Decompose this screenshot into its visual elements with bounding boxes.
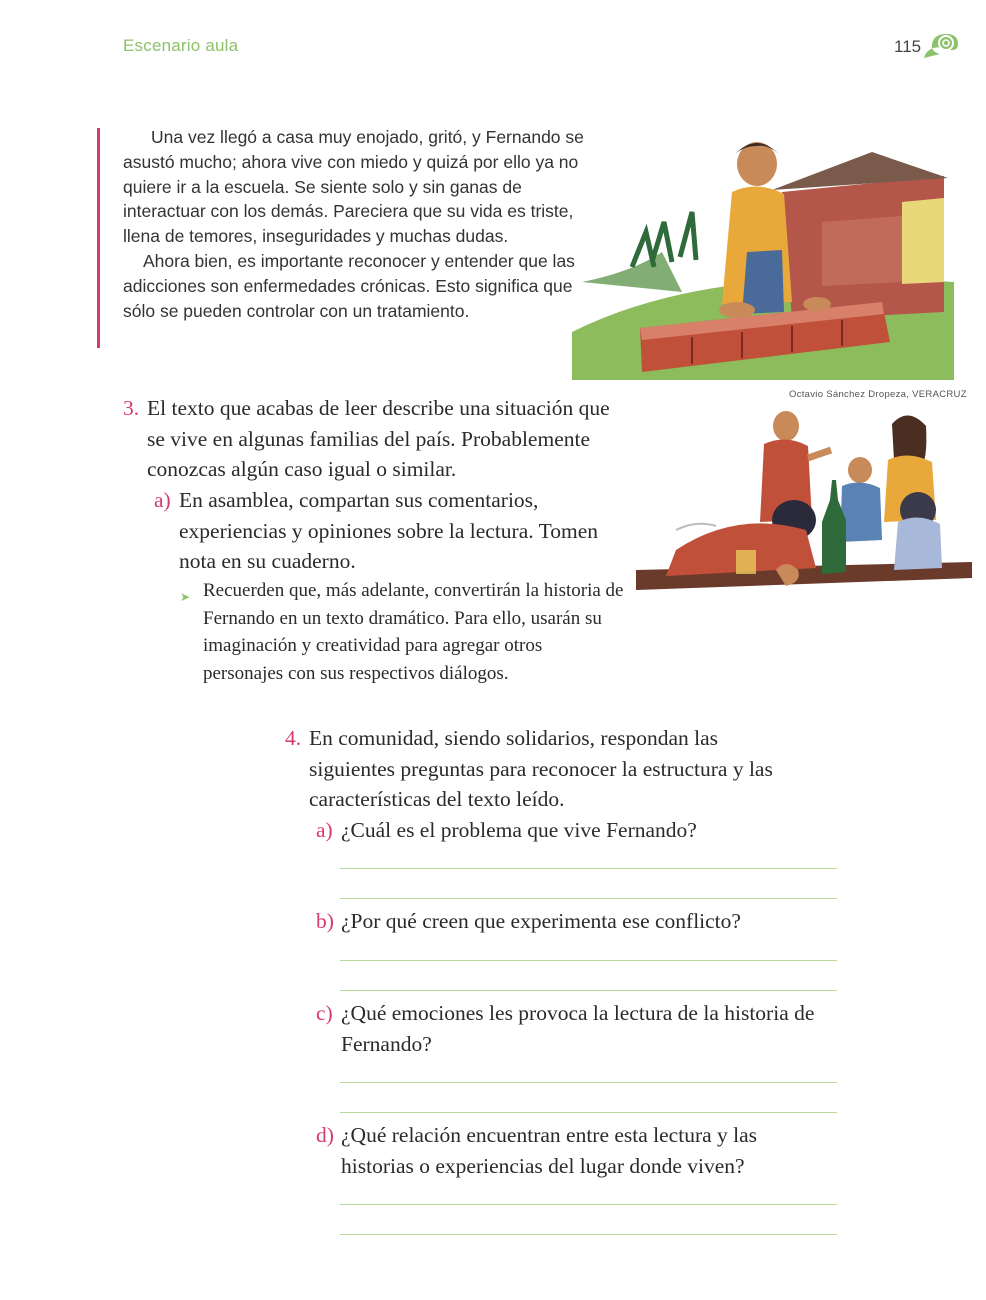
tip-text: Recuerden que, más adelante, convertirán la historia de Fernando en un texto dramático. Para ello, usarán su imaginación y creatividad para agregar otros personajes con sus respectivos diálogos. bbox=[203, 580, 624, 684]
question-4c-label: c) bbox=[316, 1001, 333, 1025]
illustration-family-scene bbox=[636, 400, 972, 610]
question-4a-text: ¿Cuál es el problema que vive Fernando? bbox=[341, 818, 697, 842]
question-4d bbox=[316, 1120, 816, 1181]
answer-line[interactable] bbox=[340, 960, 837, 961]
answer-line[interactable] bbox=[340, 990, 837, 991]
question-4b-label: b) bbox=[316, 909, 334, 933]
question-4a-label: a) bbox=[316, 818, 333, 842]
tip-note bbox=[180, 577, 625, 687]
question-3-text: El texto que acabas de leer describe una situación que se vive en algunas familias del país. Probablemente conozcas algún caso igual o similar. bbox=[147, 396, 610, 481]
question-4-number: 4. bbox=[285, 726, 302, 750]
question-3a bbox=[154, 485, 614, 577]
question-4b bbox=[316, 906, 816, 937]
question-3-number: 3. bbox=[123, 396, 140, 420]
question-3 bbox=[123, 393, 623, 485]
answer-line[interactable] bbox=[340, 1204, 837, 1205]
answer-line[interactable] bbox=[340, 868, 837, 869]
reading-paragraph-1: Una vez llegó a casa muy enojado, gritó, y Fernando se asustó mucho; ahora vive con miedo y quizá por ello ya no quiere ir a la escuela. Se siente solo y sin ganas de interactuar con los demás. Pareciera que su vida es triste, llena de temores, inseguridades y muchas dudas. bbox=[123, 127, 584, 247]
section-title: Escenario aula bbox=[123, 36, 239, 55]
snail-icon bbox=[922, 30, 960, 62]
question-3a-text: En asamblea, compartan sus comentarios, experiencias y opiniones sobre la lectura. Tomen nota en su cuaderno. bbox=[179, 488, 598, 573]
question-4a bbox=[316, 815, 816, 846]
question-4-text: En comunidad, siendo solidarios, respondan las siguientes preguntas para reconocer la estructura y las características del texto leído. bbox=[309, 726, 773, 811]
arrow-bullet-icon: ➤ bbox=[180, 590, 191, 604]
answer-line[interactable] bbox=[340, 1234, 837, 1235]
illustration-boy-at-house bbox=[572, 132, 954, 380]
question-4d-text: ¿Qué relación encuentran entre esta lectura y las historias o experiencias del lugar donde viven? bbox=[341, 1123, 758, 1178]
question-4d-label: d) bbox=[316, 1123, 334, 1147]
question-4c bbox=[316, 998, 816, 1059]
reading-passage bbox=[123, 125, 593, 323]
page-number: 115 bbox=[894, 37, 922, 56]
reading-paragraph-2: Ahora bien, es importante reconocer y entender que las adicciones son enfermedades crónicas. Esto significa que sólo se pueden controlar con un tratamiento. bbox=[123, 250, 575, 321]
question-4 bbox=[285, 723, 785, 815]
illustration-caption: Octavio Sánchez Dropeza, VERACRUZ bbox=[789, 389, 967, 400]
question-4b-text: ¿Por qué creen que experimenta ese conflicto? bbox=[341, 909, 741, 933]
question-4c-text: ¿Qué emociones les provoca la lectura de la historia de Fernando? bbox=[341, 1001, 815, 1056]
question-3a-label: a) bbox=[154, 488, 171, 512]
answer-line[interactable] bbox=[340, 1112, 837, 1113]
answer-line[interactable] bbox=[340, 1082, 837, 1083]
answer-line[interactable] bbox=[340, 898, 837, 899]
quote-bar bbox=[97, 128, 100, 348]
